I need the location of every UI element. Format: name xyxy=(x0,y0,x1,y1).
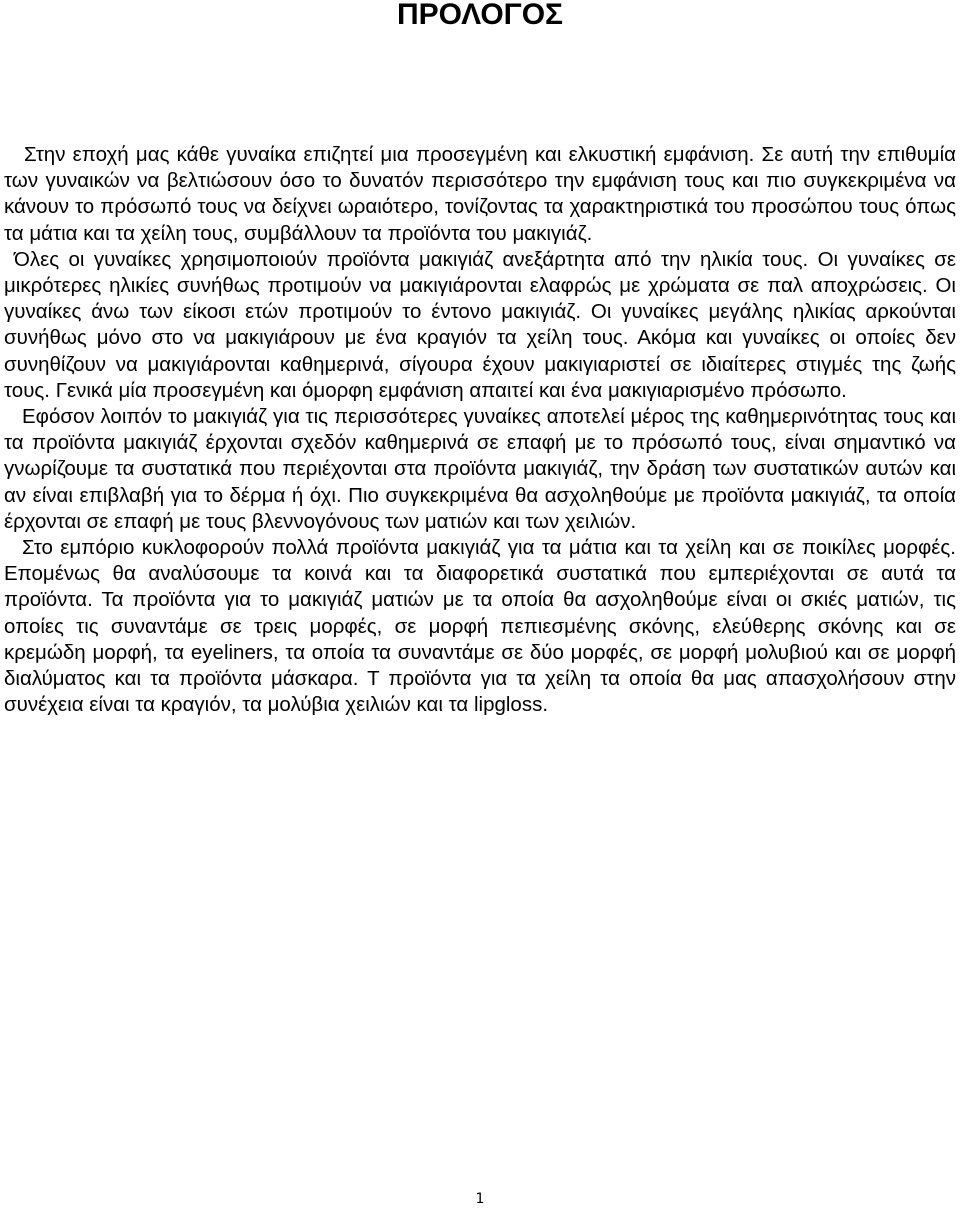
paragraph-intro: Στην εποχή μας κάθε γυναίκα επιζητεί μια προσεγμένη και ελκυστική εμφάνιση. Σε αυτή την επιθυμία των γυναικών να βελτιώσουν όσο το δυνατόν περισσότερο την εμφάνιση τους και πιο συγκεκριμένα να κάνουν το πρόσωπό τους να δείχνει ωραιότερο, τονίζοντας τα χαρακτηριστικά του προσώπου τους όπως τα μάτια και τα χείλη τους, συμβάλλουν τα προϊόντα του μακιγιάζ. xyxy=(4,143,956,245)
page-number: 1 xyxy=(475,1191,485,1207)
paragraph-products: Στο εμπόριο κυκλοφορούν πολλά προϊόντα μακιγιάζ για τα μάτια και τα χείλη και σε ποικίλες μορφές. Επομένως θα αναλύσουμε τα κοινά και τα διαφορετικά συστατικά που εμπεριέχονται σε αυτά τα προϊόντα. Τα προϊόντα για το μακιγιάζ ματιών με τα οποία θα ασχοληθούμε είναι οι σκιές ματιών, τις οποίες τις συναντάμε σε τρεις μορφές, σε μορφή πεπιεσμένης σκόνης, ελεύθερης σκόνης και σε κρεμώδη μορφή, τα eyeliners, τα οποία τα συναντάμε σε δύο μορφές, σε μορφή μολυβιού και σε μορφή διαλύματος και τα προϊόντα μάσκαρα. Τ προϊόντα για τα χείλη τα οποία θα μας απασχολήσουν στην συνέχεια είναι τα κραγιόν, τα μολύβια χειλιών και τα lipgloss. xyxy=(4,536,956,717)
document-body xyxy=(4,142,956,718)
paragraph-ingredients: Εφόσον λοιπόν το μακιγιάζ για τις περισσότερες γυναίκες αποτελεί μέρος της καθημερινότητας τους και τα προϊόντα μακιγιάζ έρχονται σχεδόν καθημερινά σε επαφή με το πρόσωπό τους, είναι σημαντικό να γνωρίζουμε τα συστατικά που περιέχονται στα προϊόντα μακιγιάζ, την δράση των συστατικών αυτών και αν είναι επιβλαβή για το δέρμα ή όχι. Πιο συγκεκριμένα θα ασχοληθούμε με προϊόντα μακιγιάζ, τα οποία έρχονται σε επαφή με τους βλεννογόνους των ματιών και των χειλιών. xyxy=(4,405,956,533)
paragraph-age-groups: Όλες οι γυναίκες χρησιμοποιούν προϊόντα μακιγιάζ ανεξάρτητα από την ηλικία τους. Οι γυναίκες σε μικρότερες ηλικίες συνήθως προτιμούν να μακιγιάρονται ελαφρώς με χρώματα σε παλ αποχρώσεις. Οι γυναίκες άνω των είκοσι ετών προτιμούν το έντονο μακιγιάζ. Οι γυναίκες μεγάλης ηλικίας αρκούνται συνήθως μόνο στο να μακιγιάρουν με ένα κραγιόν τα χείλη τους. Ακόμα και γυναίκες οι οποίες δεν συνηθίζουν να μακιγιάρονται καθημερινά, σίγουρα έχουν μακιγιαριστεί σε ιδιαίτερες στιγμές της ζωής τους. Γενικά μία προσεγμένη και όμορφη εμφάνιση απαιτεί και ένα μακιγιαρισμένο πρόσωπο. xyxy=(4,247,956,402)
page-title: ΠΡΟΛΟΓΟΣ xyxy=(396,0,564,31)
